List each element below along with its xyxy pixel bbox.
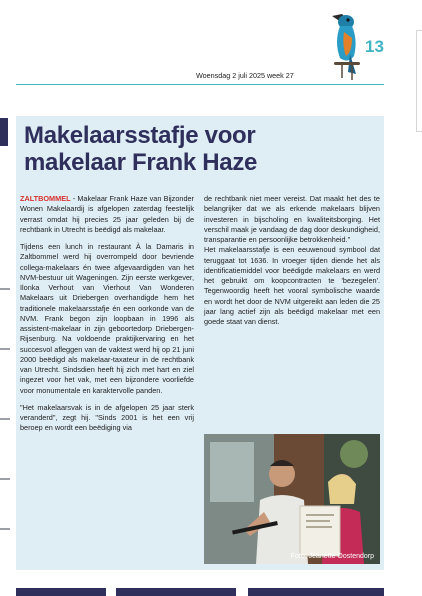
article-column-right <box>204 194 380 334</box>
lead-text: - Makelaar Frank Haze van Bijzonder Wonen Makelaardij is afgelopen zaterdag feestelijk verrast omdat hij precies 25 jaar geleden bij de rechtbank in Utrecht is beëdigd als makelaar. <box>20 194 194 234</box>
body-paragraph-continued: de rechtbank niet meer vereist. Dat maakt het des te belangrijker dat we als erkende makelaars blijven investeren in bijscholing en kwaliteitsborging. Het verschil maak je vandaag de dag door deskundigheid, transparantie en persoonlijke betrokkenheid." <box>204 194 380 244</box>
dateline-place: ZALTBOMMEL <box>20 194 71 203</box>
adjacent-panel-edge <box>416 30 422 132</box>
article-title-line-2: makelaar Frank Haze <box>24 149 258 176</box>
article-title <box>24 122 376 176</box>
adjacent-column-fragment <box>0 118 12 570</box>
page-number: 13 <box>365 37 384 56</box>
dateline: Woensdag 2 juli 2025 week 27 <box>196 71 294 80</box>
photo-credit: Foto: Jeanette Oostendorp <box>290 553 374 560</box>
text-fragment <box>0 478 10 480</box>
photo-image <box>204 434 380 564</box>
header-rule <box>16 84 384 85</box>
article-title-line-1: Makelaarsstafje voor <box>24 122 256 149</box>
article-box <box>16 116 384 570</box>
text-fragment <box>0 348 10 350</box>
quote-paragraph: "Het makelaarsvak is in de afgelopen 25 jaar sterk veranderd", zegt hij. "Sinds 2001 is het een vrij beroep en wordt een beëdiging via <box>20 402 194 433</box>
text-fragment <box>0 288 10 290</box>
kingfisher-logo-icon <box>328 8 362 90</box>
lead-paragraph <box>20 194 194 235</box>
article-photo <box>204 434 380 564</box>
text-fragment <box>0 528 10 530</box>
text-fragment <box>0 418 10 420</box>
body-paragraph-history: Het makelaarsstafje is een eeuwenoud symbool dat teruggaat tot 1636. In vroeger tijden diende het als identificatiemiddel voor beëdigde makelaars en werd het gebruikt om koopcontracten te 'bezegelen'. Tegenwoordig heeft het vooral symbolische waarde en wordt het door de NVM uitgereikt aan leden die 25 jaar lang actief zijn als beëdigd makelaar met een goede staat van dienst. <box>204 245 380 326</box>
next-article-headline-fragment <box>16 578 384 596</box>
article-column-left <box>20 194 194 434</box>
body-paragraph: Tijdens een lunch in restaurant À la Damaris in Zaltbommel werd hij overrompeld door bevriende collega-makelaars én twee afgevaardigden van het NVM-bestuur uit Wageningen. Zijn eerste werkgever, Ilonka Verhout van Vierhout Van Wonderen Makelaars uit Driebergen overhandigde hem het traditionele makelaarsstafje én een oorkonde van de NVM. Frank begon zijn loopbaan in 1996 als assistent-makelaar in zijn geboortedorp Driebergen-Rijsenburg. Na voldoende praktijkervaring en het succesvol afleggen van de vaktest werd hij op 21 juni 2000 beëdigd als makelaar-taxateur in de rechtbank van Utrecht. Sindsdien heeft hij zich met hart en ziel ingezet voor het vak, met een bijzondere voorliefde voor monumentale en karaktervolle panden. <box>20 242 194 395</box>
adjacent-column-bar <box>0 118 8 146</box>
